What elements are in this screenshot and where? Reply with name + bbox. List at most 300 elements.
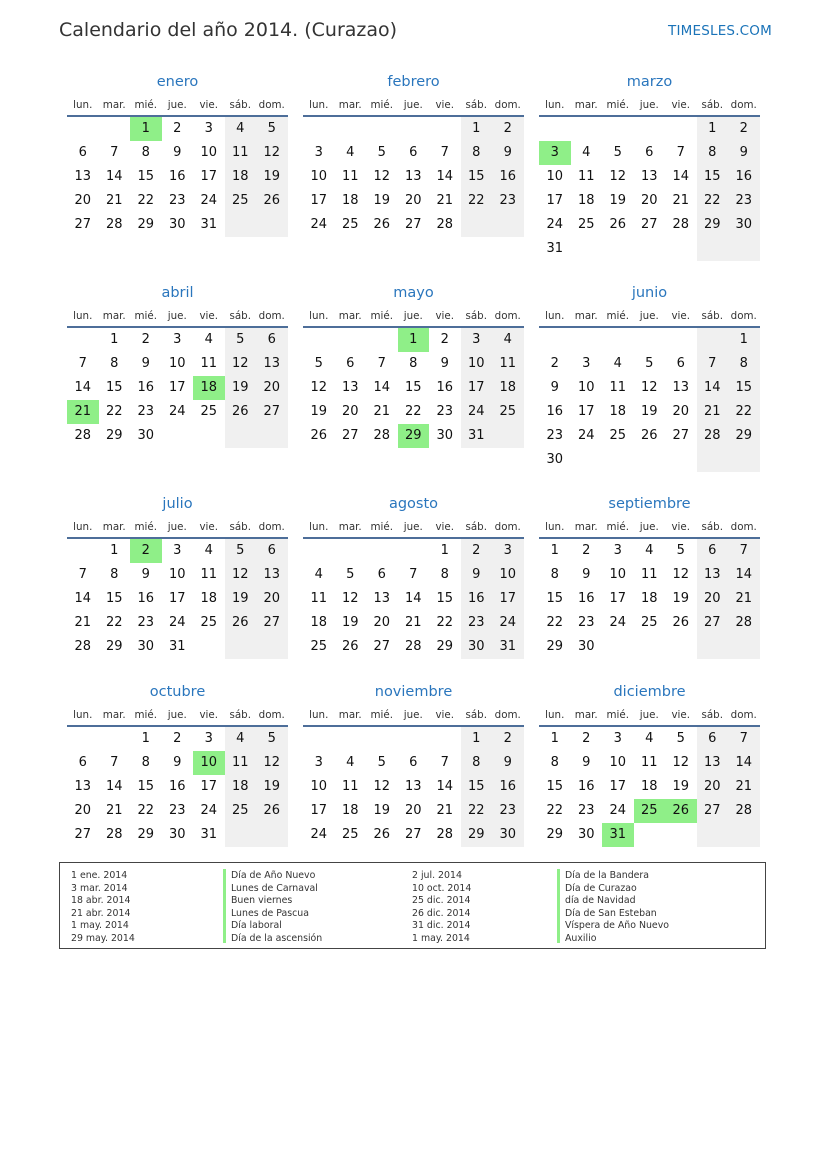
weekday-header bbox=[539, 99, 760, 113]
day-cell: 21 bbox=[373, 404, 391, 419]
day-cell: 29 bbox=[467, 827, 485, 842]
day-cell: 5 bbox=[377, 755, 386, 770]
weekday-label: dom. bbox=[730, 709, 757, 721]
legend-holiday-name: día de Navidad bbox=[565, 895, 636, 906]
day-cell: 25 bbox=[231, 803, 249, 818]
day-cell: 29 bbox=[137, 827, 155, 842]
weekday-header bbox=[67, 709, 288, 723]
day-cell: 7 bbox=[78, 356, 87, 371]
day-cell: 23 bbox=[735, 193, 753, 208]
day-cell: 12 bbox=[609, 169, 627, 184]
weekday-label: lun. bbox=[309, 521, 329, 533]
day-cell: 11 bbox=[640, 567, 658, 582]
legend-holiday-name: Día de la Bandera bbox=[565, 870, 650, 881]
day-cell: 15 bbox=[467, 169, 485, 184]
weekday-label: lun. bbox=[309, 709, 329, 721]
weekday-label: jue. bbox=[639, 310, 659, 322]
day-cell: 17 bbox=[168, 591, 186, 606]
day-cell: 24 bbox=[310, 217, 328, 232]
weekday-label: sáb. bbox=[465, 99, 487, 111]
day-cell: 25 bbox=[341, 827, 359, 842]
day-cell: 1 bbox=[472, 731, 481, 746]
day-cell: 16 bbox=[436, 380, 454, 395]
day-cell: 16 bbox=[168, 779, 186, 794]
legend-holiday-name: Día de Curazao bbox=[565, 882, 637, 894]
day-cell: 30 bbox=[168, 827, 186, 842]
day-cell: 10 bbox=[168, 356, 186, 371]
month-name: febrero bbox=[387, 74, 440, 90]
legend-holiday-name: Auxilio bbox=[565, 932, 597, 944]
day-cell: 19 bbox=[672, 591, 690, 606]
day-cell: 25 bbox=[640, 615, 658, 630]
day-cell: 17 bbox=[200, 169, 218, 184]
day-cell: 2 bbox=[582, 731, 591, 746]
day-cell: 5 bbox=[377, 145, 386, 160]
legend-holiday-name: Lunes de Pascua bbox=[231, 907, 309, 919]
weekday-label: mar. bbox=[574, 521, 598, 533]
day-cell: 18 bbox=[577, 193, 595, 208]
day-cell: 18 bbox=[341, 803, 359, 818]
day-cell: 27 bbox=[640, 217, 658, 232]
day-cell: 3 bbox=[613, 731, 622, 746]
day-cell: 16 bbox=[499, 169, 517, 184]
day-cell: 17 bbox=[577, 404, 595, 419]
weekday-label: dom. bbox=[494, 310, 521, 322]
day-cell: 23 bbox=[499, 803, 517, 818]
day-cell: 30 bbox=[168, 217, 186, 232]
day-cell: 28 bbox=[105, 217, 123, 232]
day-cell: 3 bbox=[613, 543, 622, 558]
day-cell: 29 bbox=[436, 639, 454, 654]
day-cell: 11 bbox=[231, 755, 249, 770]
day-cell: 27 bbox=[703, 803, 721, 818]
day-cell: 2 bbox=[173, 731, 182, 746]
day-cell: 16 bbox=[577, 591, 595, 606]
day-cell: 4 bbox=[645, 731, 654, 746]
weekday-label: jue. bbox=[403, 709, 423, 721]
day-cell: 3 bbox=[472, 332, 481, 347]
day-cell: 18 bbox=[499, 380, 517, 395]
day-cell: 11 bbox=[200, 356, 218, 371]
day-cell: 22 bbox=[105, 615, 123, 630]
weekday-header bbox=[539, 521, 760, 535]
legend-right-names bbox=[565, 870, 669, 945]
day-cell: 28 bbox=[74, 639, 92, 654]
legend-holiday-name: Día laboral bbox=[231, 920, 282, 931]
day-cell: 12 bbox=[231, 567, 249, 582]
weekday-label: vie. bbox=[671, 709, 691, 721]
legend-left-dates bbox=[71, 870, 135, 945]
weekday-label: mié. bbox=[606, 709, 629, 721]
day-cell: 14 bbox=[105, 169, 123, 184]
day-cell: 24 bbox=[577, 428, 595, 443]
weekday-label: mar. bbox=[574, 709, 598, 721]
legend-left-names bbox=[231, 870, 322, 945]
day-cell: 29 bbox=[703, 217, 721, 232]
month-name: enero bbox=[156, 74, 199, 90]
day-cell: 18 bbox=[231, 779, 249, 794]
legend-date: 31 dic. 2014 bbox=[412, 920, 471, 931]
legend-date: 1 may. 2014 bbox=[412, 932, 470, 944]
day-cell: 17 bbox=[609, 591, 627, 606]
day-cell: 5 bbox=[236, 543, 245, 558]
day-cell: 7 bbox=[708, 356, 717, 371]
weekday-label: lun. bbox=[73, 99, 93, 111]
day-cell: 2 bbox=[582, 543, 591, 558]
day-cell: 10 bbox=[609, 567, 627, 582]
day-cell: 4 bbox=[613, 356, 622, 371]
day-cell: 7 bbox=[739, 731, 748, 746]
weekday-label: sáb. bbox=[229, 709, 251, 721]
day-cell: 9 bbox=[550, 380, 559, 395]
day-cell: 7 bbox=[440, 755, 449, 770]
weekday-label: mar. bbox=[574, 310, 598, 322]
day-cell: 10 bbox=[546, 169, 564, 184]
weekday-label: mié. bbox=[134, 521, 157, 533]
weekday-header bbox=[539, 709, 760, 723]
day-cell: 15 bbox=[436, 591, 454, 606]
day-cell: 8 bbox=[472, 755, 481, 770]
day-cell: 21 bbox=[703, 404, 721, 419]
day-cell: 28 bbox=[74, 428, 92, 443]
day-cell: 16 bbox=[546, 404, 564, 419]
day-cell: 28 bbox=[735, 803, 753, 818]
day-cell: 30 bbox=[735, 217, 753, 232]
day-cell: 25 bbox=[499, 404, 517, 419]
day-cell: 17 bbox=[499, 591, 517, 606]
weekday-label: jue. bbox=[167, 99, 187, 111]
day-cell: 9 bbox=[141, 356, 150, 371]
day-cell: 11 bbox=[231, 145, 249, 160]
day-cell: 22 bbox=[436, 615, 454, 630]
weekday-label: jue. bbox=[639, 521, 659, 533]
weekday-label: lun. bbox=[73, 521, 93, 533]
day-cell: 9 bbox=[503, 755, 512, 770]
day-cell: 26 bbox=[263, 193, 281, 208]
legend-date: 3 mar. 2014 bbox=[71, 882, 128, 894]
weekday-label: mar. bbox=[102, 521, 126, 533]
day-cell: 15 bbox=[546, 779, 564, 794]
day-cell: 2 bbox=[550, 356, 559, 371]
day-cell: 7 bbox=[409, 567, 418, 582]
day-cell: 20 bbox=[703, 779, 721, 794]
holiday-legend bbox=[59, 862, 766, 949]
weekday-header bbox=[303, 521, 524, 535]
day-cell: 30 bbox=[499, 827, 517, 842]
day-cell: 5 bbox=[236, 332, 245, 347]
holiday-day-cell: 29 bbox=[398, 424, 430, 448]
day-cell: 9 bbox=[582, 567, 591, 582]
day-cell: 13 bbox=[703, 755, 721, 770]
weekday-label: dom. bbox=[258, 310, 285, 322]
month-name: agosto bbox=[388, 496, 439, 512]
day-cell: 24 bbox=[200, 193, 218, 208]
day-cell: 10 bbox=[499, 567, 517, 582]
day-cell: 25 bbox=[341, 217, 359, 232]
day-cell: 15 bbox=[404, 380, 422, 395]
day-cell: 13 bbox=[373, 591, 391, 606]
day-cell: 26 bbox=[310, 428, 328, 443]
holiday-day-cell: 10 bbox=[193, 751, 225, 775]
day-cell: 13 bbox=[74, 779, 92, 794]
day-cell: 5 bbox=[676, 543, 685, 558]
day-cell: 26 bbox=[341, 639, 359, 654]
day-cell: 16 bbox=[577, 779, 595, 794]
day-cell: 5 bbox=[346, 567, 355, 582]
weekday-label: mar. bbox=[102, 709, 126, 721]
day-cell: 6 bbox=[409, 755, 418, 770]
day-cell: 13 bbox=[341, 380, 359, 395]
day-cell: 20 bbox=[703, 591, 721, 606]
weekday-label: vie. bbox=[199, 99, 219, 111]
day-cell: 11 bbox=[341, 779, 359, 794]
legend-date: 10 oct. 2014 bbox=[412, 882, 472, 894]
day-cell: 12 bbox=[263, 755, 281, 770]
day-cell: 5 bbox=[676, 731, 685, 746]
weekday-label: mié. bbox=[606, 521, 629, 533]
weekday-label: vie. bbox=[435, 709, 455, 721]
day-cell: 1 bbox=[141, 731, 150, 746]
day-cell: 10 bbox=[168, 567, 186, 582]
day-cell: 24 bbox=[200, 803, 218, 818]
day-cell: 9 bbox=[173, 755, 182, 770]
day-cell: 12 bbox=[310, 380, 328, 395]
legend-holiday-name: Día de San Esteban bbox=[565, 907, 657, 919]
weekday-header bbox=[67, 521, 288, 535]
day-cell: 16 bbox=[137, 591, 155, 606]
weekday-label: jue. bbox=[167, 310, 187, 322]
day-cell: 26 bbox=[263, 803, 281, 818]
day-cell: 22 bbox=[105, 404, 123, 419]
day-cell: 14 bbox=[436, 169, 454, 184]
weekday-label: mié. bbox=[370, 99, 393, 111]
day-cell: 26 bbox=[373, 217, 391, 232]
day-cell: 6 bbox=[377, 567, 386, 582]
day-cell: 4 bbox=[645, 543, 654, 558]
day-cell: 8 bbox=[550, 567, 559, 582]
day-cell: 23 bbox=[137, 404, 155, 419]
day-cell: 8 bbox=[141, 755, 150, 770]
legend-holiday-name: Buen viernes bbox=[231, 895, 293, 906]
day-cell: 17 bbox=[609, 779, 627, 794]
day-cell: 16 bbox=[168, 169, 186, 184]
day-cell: 29 bbox=[105, 428, 123, 443]
day-cell: 4 bbox=[236, 731, 245, 746]
day-cell: 17 bbox=[310, 193, 328, 208]
month-name: septiembre bbox=[608, 496, 691, 512]
day-cell: 2 bbox=[440, 332, 449, 347]
day-cell: 22 bbox=[137, 193, 155, 208]
day-cell: 27 bbox=[703, 615, 721, 630]
day-cell: 25 bbox=[200, 404, 218, 419]
weekday-label: mar. bbox=[574, 99, 598, 111]
weekday-label: mié. bbox=[370, 709, 393, 721]
day-cell: 4 bbox=[346, 145, 355, 160]
day-cell: 19 bbox=[373, 803, 391, 818]
weekday-label: lun. bbox=[309, 310, 329, 322]
day-cell: 20 bbox=[672, 404, 690, 419]
day-cell: 23 bbox=[137, 615, 155, 630]
day-cell: 4 bbox=[204, 332, 213, 347]
brand-link[interactable]: TIMESLES.COM bbox=[668, 23, 772, 39]
day-cell: 1 bbox=[739, 332, 748, 347]
day-cell: 15 bbox=[105, 380, 123, 395]
weekday-label: sáb. bbox=[229, 310, 251, 322]
day-cell: 6 bbox=[78, 755, 87, 770]
day-cell: 25 bbox=[609, 428, 627, 443]
holiday-day-cell: 2 bbox=[130, 539, 162, 563]
day-cell: 29 bbox=[105, 639, 123, 654]
day-cell: 26 bbox=[231, 404, 249, 419]
weekday-label: sáb. bbox=[701, 99, 723, 111]
day-cell: 24 bbox=[168, 615, 186, 630]
day-cell: 9 bbox=[582, 755, 591, 770]
day-cell: 7 bbox=[739, 543, 748, 558]
day-cell: 15 bbox=[105, 591, 123, 606]
day-cell: 28 bbox=[703, 428, 721, 443]
day-cell: 24 bbox=[546, 217, 564, 232]
day-cell: 12 bbox=[231, 356, 249, 371]
day-cell: 13 bbox=[263, 567, 281, 582]
month-name: marzo bbox=[626, 74, 673, 90]
day-cell: 5 bbox=[267, 731, 276, 746]
weekday-label: vie. bbox=[199, 521, 219, 533]
day-cell: 14 bbox=[735, 755, 753, 770]
weekday-label: mar. bbox=[338, 521, 362, 533]
day-cell: 20 bbox=[341, 404, 359, 419]
day-cell: 24 bbox=[310, 827, 328, 842]
day-cell: 24 bbox=[467, 404, 485, 419]
day-cell: 21 bbox=[436, 193, 454, 208]
day-cell: 11 bbox=[609, 380, 627, 395]
day-cell: 19 bbox=[231, 380, 249, 395]
day-cell: 7 bbox=[377, 356, 386, 371]
day-cell: 3 bbox=[314, 755, 323, 770]
day-cell: 21 bbox=[735, 779, 753, 794]
day-cell: 22 bbox=[467, 803, 485, 818]
day-cell: 14 bbox=[672, 169, 690, 184]
day-cell: 8 bbox=[440, 567, 449, 582]
weekday-label: lun. bbox=[73, 709, 93, 721]
day-cell: 11 bbox=[200, 567, 218, 582]
day-cell: 20 bbox=[74, 803, 92, 818]
day-cell: 23 bbox=[499, 193, 517, 208]
holiday-day-cell: 31 bbox=[602, 823, 634, 847]
day-cell: 24 bbox=[609, 615, 627, 630]
day-cell: 22 bbox=[735, 404, 753, 419]
day-cell: 23 bbox=[467, 615, 485, 630]
day-cell: 30 bbox=[467, 639, 485, 654]
weekday-label: mar. bbox=[338, 310, 362, 322]
day-cell: 13 bbox=[703, 567, 721, 582]
weekday-header bbox=[303, 310, 524, 324]
day-cell: 12 bbox=[672, 567, 690, 582]
weekday-label: dom. bbox=[494, 99, 521, 111]
day-cell: 19 bbox=[310, 404, 328, 419]
day-cell: 17 bbox=[200, 779, 218, 794]
day-cell: 15 bbox=[735, 380, 753, 395]
day-cell: 3 bbox=[503, 543, 512, 558]
day-cell: 22 bbox=[703, 193, 721, 208]
day-cell: 27 bbox=[263, 404, 281, 419]
holiday-day-cell: 21 bbox=[67, 400, 99, 424]
weekday-label: vie. bbox=[671, 310, 691, 322]
day-cell: 22 bbox=[467, 193, 485, 208]
day-cell: 19 bbox=[231, 591, 249, 606]
day-cell: 10 bbox=[310, 779, 328, 794]
day-cell: 6 bbox=[645, 145, 654, 160]
day-cell: 6 bbox=[708, 731, 717, 746]
day-cell: 1 bbox=[708, 121, 717, 136]
weekday-label: mié. bbox=[370, 310, 393, 322]
legend-date: 29 may. 2014 bbox=[71, 932, 135, 944]
weekday-label: lun. bbox=[545, 709, 565, 721]
day-cell: 4 bbox=[314, 567, 323, 582]
weekday-label: mar. bbox=[338, 99, 362, 111]
day-cell: 12 bbox=[341, 591, 359, 606]
day-cell: 19 bbox=[672, 779, 690, 794]
weekday-label: dom. bbox=[258, 521, 285, 533]
day-cell: 13 bbox=[74, 169, 92, 184]
holiday-day-cell: 25 bbox=[634, 799, 666, 823]
day-cell: 19 bbox=[263, 779, 281, 794]
day-cell: 17 bbox=[168, 380, 186, 395]
day-cell: 24 bbox=[168, 404, 186, 419]
day-cell: 25 bbox=[200, 615, 218, 630]
day-cell: 26 bbox=[231, 615, 249, 630]
weekday-label: jue. bbox=[403, 99, 423, 111]
weekday-label: mié. bbox=[606, 99, 629, 111]
day-cell: 21 bbox=[672, 193, 690, 208]
legend-holiday-name: Día de la ascensión bbox=[231, 932, 323, 944]
day-cell: 28 bbox=[436, 827, 454, 842]
day-cell: 18 bbox=[231, 169, 249, 184]
legend-date: 18 abr. 2014 bbox=[71, 895, 131, 906]
day-cell: 26 bbox=[373, 827, 391, 842]
weekday-label: mar. bbox=[102, 310, 126, 322]
day-cell: 24 bbox=[609, 803, 627, 818]
day-cell: 1 bbox=[472, 121, 481, 136]
day-cell: 20 bbox=[74, 193, 92, 208]
legend-holiday-name: Día de Año Nuevo bbox=[231, 870, 316, 881]
day-cell: 2 bbox=[141, 332, 150, 347]
day-cell: 15 bbox=[137, 779, 155, 794]
day-cell: 8 bbox=[110, 567, 119, 582]
day-cell: 19 bbox=[263, 169, 281, 184]
weekday-label: lun. bbox=[545, 521, 565, 533]
day-cell: 27 bbox=[672, 428, 690, 443]
day-cell: 27 bbox=[373, 639, 391, 654]
day-cell: 5 bbox=[613, 145, 622, 160]
day-cell: 1 bbox=[110, 543, 119, 558]
day-cell: 28 bbox=[373, 428, 391, 443]
weekday-label: sáb. bbox=[701, 310, 723, 322]
weekday-label: sáb. bbox=[229, 521, 251, 533]
weekday-label: jue. bbox=[639, 709, 659, 721]
month-name: octubre bbox=[149, 684, 206, 700]
weekday-label: vie. bbox=[435, 310, 455, 322]
day-cell: 20 bbox=[640, 193, 658, 208]
day-cell: 30 bbox=[137, 428, 155, 443]
day-cell: 13 bbox=[672, 380, 690, 395]
day-cell: 11 bbox=[310, 591, 328, 606]
day-cell: 9 bbox=[472, 567, 481, 582]
day-cell: 13 bbox=[640, 169, 658, 184]
weekday-label: dom. bbox=[730, 521, 757, 533]
day-cell: 7 bbox=[110, 145, 119, 160]
day-cell: 3 bbox=[582, 356, 591, 371]
day-cell: 24 bbox=[499, 615, 517, 630]
